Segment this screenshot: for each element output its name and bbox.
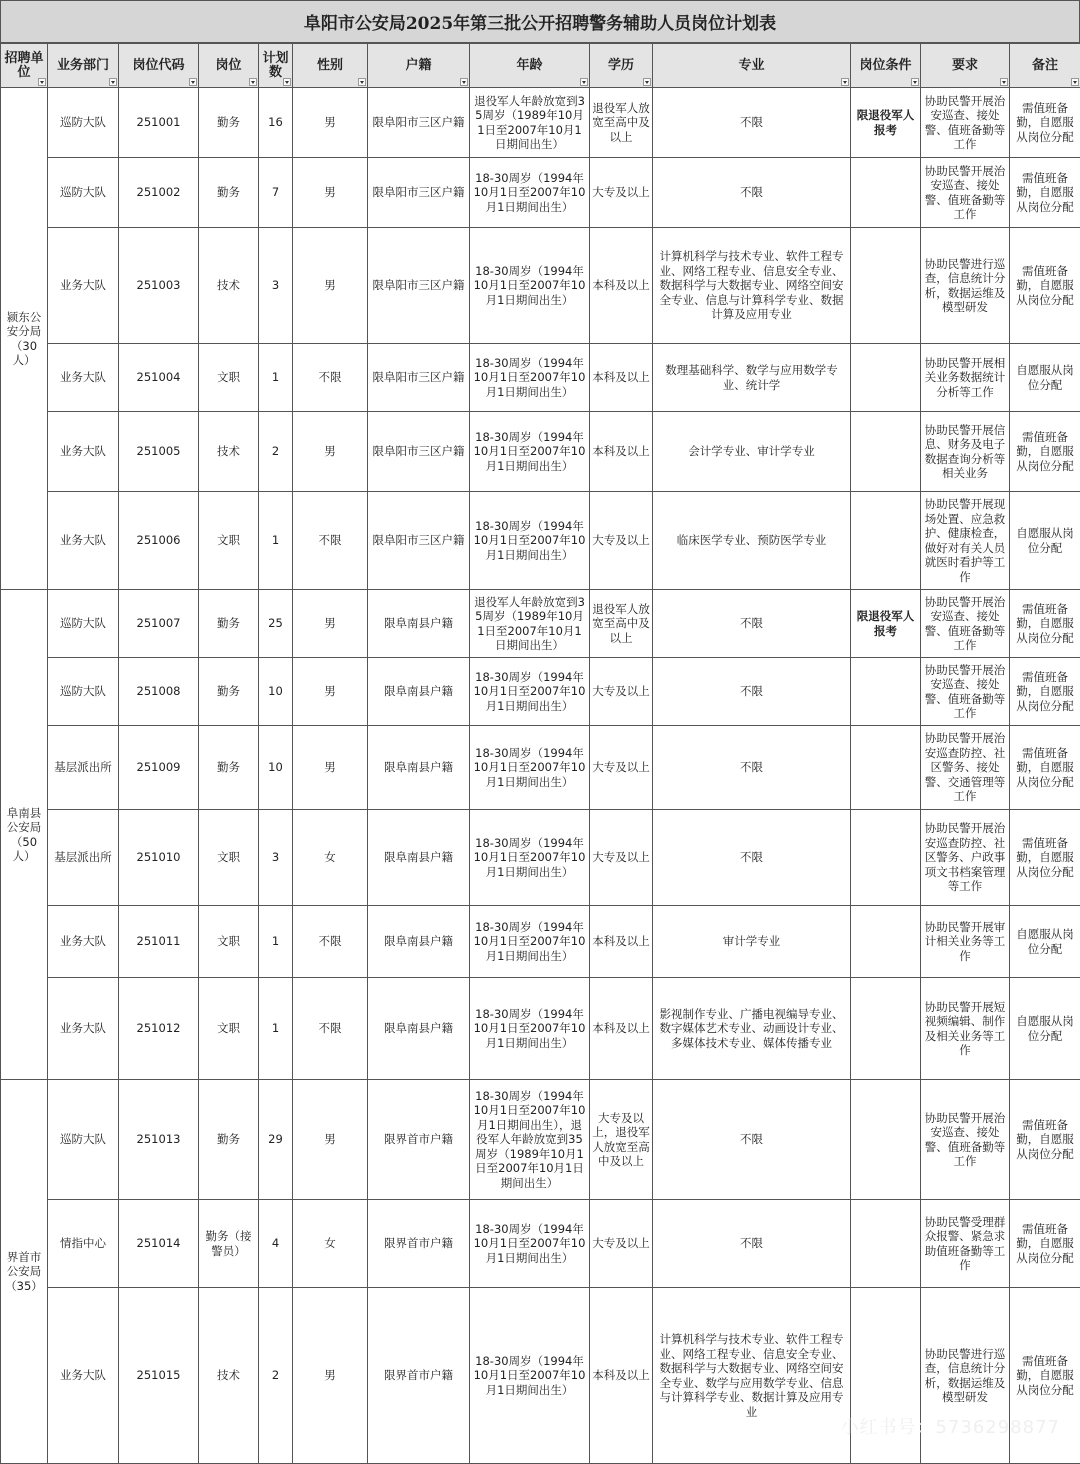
cell-cond[interactable] — [851, 344, 921, 412]
header-dept[interactable]: 业务部门 — [48, 44, 119, 88]
cell-code[interactable]: 251009 — [119, 726, 199, 810]
cell-count[interactable]: 1 — [259, 906, 293, 978]
cell-req[interactable]: 协助民警受理群众报警、紧急求助值班备勤等工作 — [921, 1200, 1010, 1288]
cell-dept[interactable]: 业务大队 — [48, 412, 119, 492]
table-row — [1, 726, 1080, 810]
watermark: 小红书号：5736298877 — [840, 1413, 1060, 1439]
cell-dept[interactable]: 业务大队 — [48, 978, 119, 1080]
cell-dept[interactable]: 业务大队 — [48, 492, 119, 590]
cell-age[interactable]: 18-30周岁（1994年10月1日至2007年10月1日期间出生） — [470, 1288, 590, 1464]
cell-note[interactable]: 需值班备勤，自愿服从岗位分配 — [1010, 726, 1080, 810]
cell-dept[interactable]: 巡防大队 — [48, 88, 119, 158]
cell-edu[interactable]: 大专及以上 — [590, 726, 653, 810]
cell-dept[interactable]: 巡防大队 — [48, 158, 119, 228]
cell-note[interactable]: 需值班备勤，自愿服从岗位分配 — [1010, 1288, 1080, 1464]
cell-hukou[interactable]: 限阜南县户籍 — [368, 810, 470, 906]
cell-edu[interactable]: 大专及以上 — [590, 810, 653, 906]
filter-dropdown-icon[interactable] — [911, 78, 919, 86]
cell-code[interactable]: 251007 — [119, 590, 199, 658]
cell-age[interactable]: 18-30周岁（1994年10月1日至2007年10月1日期间出生） — [470, 1200, 590, 1288]
cell-count[interactable]: 29 — [259, 1080, 293, 1200]
table-row — [1, 1200, 1080, 1288]
cell-dept[interactable]: 巡防大队 — [48, 1080, 119, 1200]
cell-age[interactable]: 18-30周岁（1994年10月1日至2007年10月1日期间出生） — [470, 978, 590, 1080]
cell-count[interactable]: 25 — [259, 590, 293, 658]
cell-code[interactable]: 251011 — [119, 906, 199, 978]
cell-major[interactable]: 不限 — [653, 1080, 851, 1200]
cell-code[interactable]: 251008 — [119, 658, 199, 726]
cell-age[interactable]: 18-30周岁（1994年10月1日至2007年10月1日期间出生） — [470, 658, 590, 726]
cell-cond[interactable] — [851, 1080, 921, 1200]
cell-note[interactable]: 自愿服从岗位分配 — [1010, 906, 1080, 978]
table-row — [1, 590, 1080, 658]
cell-code[interactable]: 251014 — [119, 1200, 199, 1288]
table-title: 阜阳市公安局2025年第三批公开招聘警务辅助人员岗位计划表 — [0, 0, 1080, 43]
header-count[interactable]: 计划数 — [259, 44, 293, 88]
cell-note[interactable]: 需值班备勤，自愿服从岗位分配 — [1010, 88, 1080, 158]
cell-gender[interactable]: 男 — [293, 726, 368, 810]
filter-dropdown-icon[interactable] — [358, 78, 366, 86]
cell-count[interactable]: 1 — [259, 978, 293, 1080]
cell-gender[interactable]: 男 — [293, 228, 368, 344]
cell-count[interactable]: 10 — [259, 658, 293, 726]
cell-cond[interactable] — [851, 228, 921, 344]
filter-dropdown-icon[interactable] — [109, 78, 117, 86]
cell-dept[interactable]: 业务大队 — [48, 1288, 119, 1464]
cell-major[interactable]: 不限 — [653, 590, 851, 658]
cell-code[interactable]: 251003 — [119, 228, 199, 344]
cell-code[interactable]: 251015 — [119, 1288, 199, 1464]
cell-gender[interactable]: 不限 — [293, 344, 368, 412]
cell-req[interactable]: 协助民警开展治安巡查、接处警、值班备勤等工作 — [921, 658, 1010, 726]
cell-note[interactable]: 需值班备勤，自愿服从岗位分配 — [1010, 810, 1080, 906]
header-edu[interactable]: 学历 — [590, 44, 653, 88]
cell-edu[interactable]: 本科及以上 — [590, 412, 653, 492]
cell-note[interactable]: 需值班备勤，自愿服从岗位分配 — [1010, 1200, 1080, 1288]
cell-req[interactable]: 协助民警开展审计相关业务等工作 — [921, 906, 1010, 978]
cell-note[interactable]: 需值班备勤，自愿服从岗位分配 — [1010, 412, 1080, 492]
cell-edu[interactable]: 退役军人放宽至高中及以上 — [590, 590, 653, 658]
cell-note[interactable]: 需值班备勤，自愿服从岗位分配 — [1010, 658, 1080, 726]
table-row — [1, 1288, 1080, 1464]
cell-code[interactable]: 251010 — [119, 810, 199, 906]
cell-count[interactable]: 1 — [259, 492, 293, 590]
header-req[interactable]: 要求 — [921, 44, 1010, 88]
cell-edu[interactable]: 本科及以上 — [590, 978, 653, 1080]
cell-code[interactable]: 251002 — [119, 158, 199, 228]
table-row — [1, 158, 1080, 228]
cell-req[interactable]: 协助民警开展治安巡查、接处警、值班备勤等工作 — [921, 590, 1010, 658]
cell-hukou[interactable]: 限阜南县户籍 — [368, 658, 470, 726]
cell-edu[interactable]: 大专及以上 — [590, 1200, 653, 1288]
cell-req[interactable]: 协助民警开展信息、财务及电子数据查询分析等相关业务 — [921, 412, 1010, 492]
filter-dropdown-icon[interactable] — [1000, 78, 1008, 86]
cell-edu[interactable]: 大专及以上 — [590, 158, 653, 228]
cell-req[interactable]: 协助民警进行巡查，信息统计分析，数据运维及模型研发 — [921, 1288, 1010, 1464]
cell-age[interactable]: 18-30周岁（1994年10月1日至2007年10月1日期间出生） — [470, 344, 590, 412]
cell-note[interactable]: 自愿服从岗位分配 — [1010, 492, 1080, 590]
cell-count[interactable]: 16 — [259, 88, 293, 158]
cell-major[interactable]: 不限 — [653, 810, 851, 906]
cell-req[interactable]: 协助民警开展现场处置、应急救护、健康检查，做好对有关人员就医时看护等工作 — [921, 492, 1010, 590]
cell-code[interactable]: 251006 — [119, 492, 199, 590]
cell-count[interactable]: 4 — [259, 1200, 293, 1288]
cell-major[interactable]: 审计学专业 — [653, 906, 851, 978]
cell-age[interactable]: 18-30周岁（1994年10月1日至2007年10月1日期间出生） — [470, 810, 590, 906]
cell-code[interactable]: 251012 — [119, 978, 199, 1080]
table-row — [1, 228, 1080, 344]
cell-cond[interactable] — [851, 810, 921, 906]
cell-count[interactable]: 2 — [259, 412, 293, 492]
cell-note[interactable]: 需值班备勤，自愿服从岗位分配 — [1010, 590, 1080, 658]
filter-dropdown-icon[interactable] — [1071, 78, 1079, 86]
cell-req[interactable]: 协助民警开展相关业务数据统计分析等工作 — [921, 344, 1010, 412]
cell-major[interactable]: 计算机科学与技术专业、软件工程专业、网络工程专业、信息安全专业、数据科学与大数据专业、网络空间安全专业、数学与应用数学专业、信息与计算科学专业、数据计算及应用专业 — [653, 1288, 851, 1464]
cell-hukou[interactable]: 限阜阳市三区户籍 — [368, 158, 470, 228]
cell-major[interactable]: 临床医学专业、预防医学专业 — [653, 492, 851, 590]
cell-edu[interactable]: 本科及以上 — [590, 1288, 653, 1464]
cell-post[interactable]: 勤务（接警员） — [199, 1200, 259, 1288]
cell-post[interactable]: 勤务 — [199, 158, 259, 228]
cell-hukou[interactable]: 限阜南县户籍 — [368, 978, 470, 1080]
cell-req[interactable]: 协助民警开展短视频编辑、制作及相关业务等工作 — [921, 978, 1010, 1080]
cell-gender[interactable]: 女 — [293, 1200, 368, 1288]
header-age[interactable]: 年龄 — [470, 44, 590, 88]
header-post[interactable]: 岗位 — [199, 44, 259, 88]
filter-dropdown-icon[interactable] — [643, 78, 651, 86]
cell-req[interactable]: 协助民警进行巡查，信息统计分析，数据运维及模型研发 — [921, 228, 1010, 344]
cell-dept[interactable]: 业务大队 — [48, 228, 119, 344]
cell-edu[interactable]: 大专及以上，退役军人放宽至高中及以上 — [590, 1080, 653, 1200]
cell-gender[interactable]: 男 — [293, 412, 368, 492]
cell-major[interactable]: 计算机科学与技术专业、软件工程专业、网络工程专业、信息安全专业、数据科学与大数据专业、网络空间安全专业、信息与计算科学专业、数据计算及应用专业 — [653, 228, 851, 344]
cell-cond[interactable] — [851, 492, 921, 590]
table-row — [1, 810, 1080, 906]
cell-post[interactable]: 技术 — [199, 412, 259, 492]
cell-age[interactable]: 18-30周岁（1994年10月1日至2007年10月1日期间出生），退役军人年龄放宽到35周岁（1989年10月1日至2007年10月1日期间出生） — [470, 1080, 590, 1200]
cell-age[interactable]: 18-30周岁（1994年10月1日至2007年10月1日期间出生） — [470, 228, 590, 344]
table-row — [1, 88, 1080, 158]
cell-major[interactable]: 影视制作专业、广播电视编导专业、数字媒体艺术专业、动画设计专业、多媒体技术专业、媒体传播专业 — [653, 978, 851, 1080]
cell-hukou[interactable]: 限阜阳市三区户籍 — [368, 228, 470, 344]
cell-dept[interactable]: 业务大队 — [48, 906, 119, 978]
cell-hukou[interactable]: 限界首市户籍 — [368, 1200, 470, 1288]
cell-code[interactable]: 251005 — [119, 412, 199, 492]
table-row — [1, 412, 1080, 492]
cell-dept[interactable]: 业务大队 — [48, 344, 119, 412]
table-row — [1, 658, 1080, 726]
filter-dropdown-icon[interactable] — [249, 78, 257, 86]
cell-unit[interactable]: 阜南县公安局（50人） — [1, 590, 48, 1080]
cell-post[interactable]: 技术 — [199, 228, 259, 344]
cell-post[interactable]: 勤务 — [199, 1080, 259, 1200]
recruitment-plan-table — [0, 43, 1080, 1464]
cell-age[interactable]: 18-30周岁（1994年10月1日至2007年10月1日期间出生） — [470, 412, 590, 492]
cell-unit[interactable]: 颍东公安分局（30人） — [1, 88, 48, 590]
cell-req[interactable]: 协助民警开展治安巡查防控、社区警务、接处警、交通管理等工作 — [921, 726, 1010, 810]
cell-post[interactable]: 勤务 — [199, 88, 259, 158]
cell-count[interactable]: 7 — [259, 158, 293, 228]
cell-age[interactable]: 18-30周岁（1994年10月1日至2007年10月1日期间出生） — [470, 906, 590, 978]
cell-req[interactable]: 协助民警开展治安巡查防控、社区警务、户政事项文书档案管理等工作 — [921, 810, 1010, 906]
cell-cond[interactable] — [851, 906, 921, 978]
header-code[interactable]: 岗位代码 — [119, 44, 199, 88]
header-hukou[interactable]: 户籍 — [368, 44, 470, 88]
cell-age[interactable]: 18-30周岁（1994年10月1日至2007年10月1日期间出生） — [470, 726, 590, 810]
filter-dropdown-icon[interactable] — [841, 78, 849, 86]
header-note[interactable]: 备注 — [1010, 44, 1080, 88]
cell-hukou[interactable]: 限阜阳市三区户籍 — [368, 492, 470, 590]
cell-count[interactable]: 2 — [259, 1288, 293, 1464]
cell-age[interactable]: 退役军人年龄放宽到35周岁（1989年10月1日至2007年10月1日期间出生） — [470, 590, 590, 658]
cell-code[interactable]: 251004 — [119, 344, 199, 412]
table-body — [1, 88, 1080, 1464]
cell-count[interactable]: 10 — [259, 726, 293, 810]
table-row — [1, 978, 1080, 1080]
cell-post[interactable]: 文职 — [199, 978, 259, 1080]
cell-post[interactable]: 文职 — [199, 344, 259, 412]
cell-major[interactable]: 不限 — [653, 88, 851, 158]
cell-cond[interactable] — [851, 978, 921, 1080]
cell-post[interactable]: 勤务 — [199, 658, 259, 726]
cell-major[interactable]: 会计学专业、审计学专业 — [653, 412, 851, 492]
cell-edu[interactable]: 本科及以上 — [590, 906, 653, 978]
table-row — [1, 906, 1080, 978]
cell-post[interactable]: 技术 — [199, 1288, 259, 1464]
cell-hukou[interactable]: 限阜南县户籍 — [368, 590, 470, 658]
cell-gender[interactable]: 女 — [293, 810, 368, 906]
cell-major[interactable]: 不限 — [653, 1200, 851, 1288]
cell-gender[interactable]: 男 — [293, 1080, 368, 1200]
cell-gender[interactable]: 不限 — [293, 906, 368, 978]
cell-major[interactable]: 不限 — [653, 658, 851, 726]
cell-cond[interactable] — [851, 412, 921, 492]
cell-note[interactable]: 需值班备勤，自愿服从岗位分配 — [1010, 228, 1080, 344]
cell-dept[interactable]: 巡防大队 — [48, 590, 119, 658]
filter-dropdown-icon[interactable] — [38, 78, 46, 86]
cell-note[interactable]: 需值班备勤，自愿服从岗位分配 — [1010, 1080, 1080, 1200]
cell-age[interactable]: 18-30周岁（1994年10月1日至2007年10月1日期间出生） — [470, 492, 590, 590]
table-row — [1, 1080, 1080, 1200]
filter-dropdown-icon[interactable] — [580, 78, 588, 86]
cell-cond[interactable]: 限退役军人报考 — [851, 88, 921, 158]
cell-edu[interactable]: 大专及以上 — [590, 658, 653, 726]
cell-cond[interactable] — [851, 1200, 921, 1288]
cell-code[interactable]: 251013 — [119, 1080, 199, 1200]
header-unit[interactable]: 招聘单位 — [1, 44, 48, 88]
cell-cond[interactable]: 限退役军人报考 — [851, 590, 921, 658]
cell-hukou[interactable]: 限阜南县户籍 — [368, 726, 470, 810]
cell-age[interactable]: 退役军人年龄放宽到35周岁（1989年10月1日至2007年10月1日期间出生） — [470, 88, 590, 158]
cell-post[interactable]: 勤务 — [199, 590, 259, 658]
cell-gender[interactable]: 男 — [293, 590, 368, 658]
cell-gender[interactable]: 男 — [293, 158, 368, 228]
cell-edu[interactable]: 本科及以上 — [590, 344, 653, 412]
cell-code[interactable]: 251001 — [119, 88, 199, 158]
cell-post[interactable]: 文职 — [199, 492, 259, 590]
cell-dept[interactable]: 基层派出所 — [48, 726, 119, 810]
filter-dropdown-icon[interactable] — [189, 78, 197, 86]
header-major[interactable]: 专业 — [653, 44, 851, 88]
cell-dept[interactable]: 情指中心 — [48, 1200, 119, 1288]
filter-dropdown-icon[interactable] — [460, 78, 468, 86]
cell-post[interactable]: 勤务 — [199, 726, 259, 810]
cell-major[interactable]: 不限 — [653, 158, 851, 228]
header-gender[interactable]: 性别 — [293, 44, 368, 88]
cell-edu[interactable]: 退役军人放宽至高中及以上 — [590, 88, 653, 158]
table-row — [1, 344, 1080, 412]
cell-gender[interactable]: 男 — [293, 1288, 368, 1464]
cell-hukou[interactable]: 限阜阳市三区户籍 — [368, 88, 470, 158]
cell-note[interactable]: 自愿服从岗位分配 — [1010, 344, 1080, 412]
cell-hukou[interactable]: 限阜阳市三区户籍 — [368, 412, 470, 492]
cell-major[interactable]: 数理基础科学、数学与应用数学专业、统计学 — [653, 344, 851, 412]
table-row — [1, 492, 1080, 590]
cell-note[interactable]: 需值班备勤，自愿服从岗位分配 — [1010, 158, 1080, 228]
cell-req[interactable]: 协助民警开展治安巡查、接处警、值班备勤等工作 — [921, 158, 1010, 228]
cell-edu[interactable]: 本科及以上 — [590, 228, 653, 344]
cell-gender[interactable]: 不限 — [293, 978, 368, 1080]
cell-hukou[interactable]: 限阜南县户籍 — [368, 906, 470, 978]
cell-gender[interactable]: 男 — [293, 658, 368, 726]
cell-gender[interactable]: 男 — [293, 88, 368, 158]
filter-dropdown-icon[interactable] — [283, 78, 291, 86]
cell-unit[interactable]: 界首市公安局（35） — [1, 1080, 48, 1464]
cell-count[interactable]: 1 — [259, 344, 293, 412]
cell-hukou[interactable]: 限界首市户籍 — [368, 1080, 470, 1200]
header-row — [1, 44, 1080, 88]
cell-hukou[interactable]: 限阜阳市三区户籍 — [368, 344, 470, 412]
cell-edu[interactable]: 大专及以上 — [590, 492, 653, 590]
cell-count[interactable]: 3 — [259, 228, 293, 344]
cell-hukou[interactable]: 限界首市户籍 — [368, 1288, 470, 1464]
cell-dept[interactable]: 基层派出所 — [48, 810, 119, 906]
cell-age[interactable]: 18-30周岁（1994年10月1日至2007年10月1日期间出生） — [470, 158, 590, 228]
cell-cond[interactable] — [851, 726, 921, 810]
cell-dept[interactable]: 巡防大队 — [48, 658, 119, 726]
cell-post[interactable]: 文职 — [199, 810, 259, 906]
cell-req[interactable]: 协助民警开展治安巡查、接处警、值班备勤等工作 — [921, 1080, 1010, 1200]
cell-cond[interactable] — [851, 658, 921, 726]
cell-major[interactable]: 不限 — [653, 726, 851, 810]
cell-cond[interactable] — [851, 158, 921, 228]
cell-cond[interactable] — [851, 1288, 921, 1464]
cell-count[interactable]: 3 — [259, 810, 293, 906]
cell-post[interactable]: 文职 — [199, 906, 259, 978]
header-cond[interactable]: 岗位条件 — [851, 44, 921, 88]
cell-req[interactable]: 协助民警开展治安巡查、接处警、值班备勤等工作 — [921, 88, 1010, 158]
cell-note[interactable]: 自愿服从岗位分配 — [1010, 978, 1080, 1080]
cell-gender[interactable]: 不限 — [293, 492, 368, 590]
